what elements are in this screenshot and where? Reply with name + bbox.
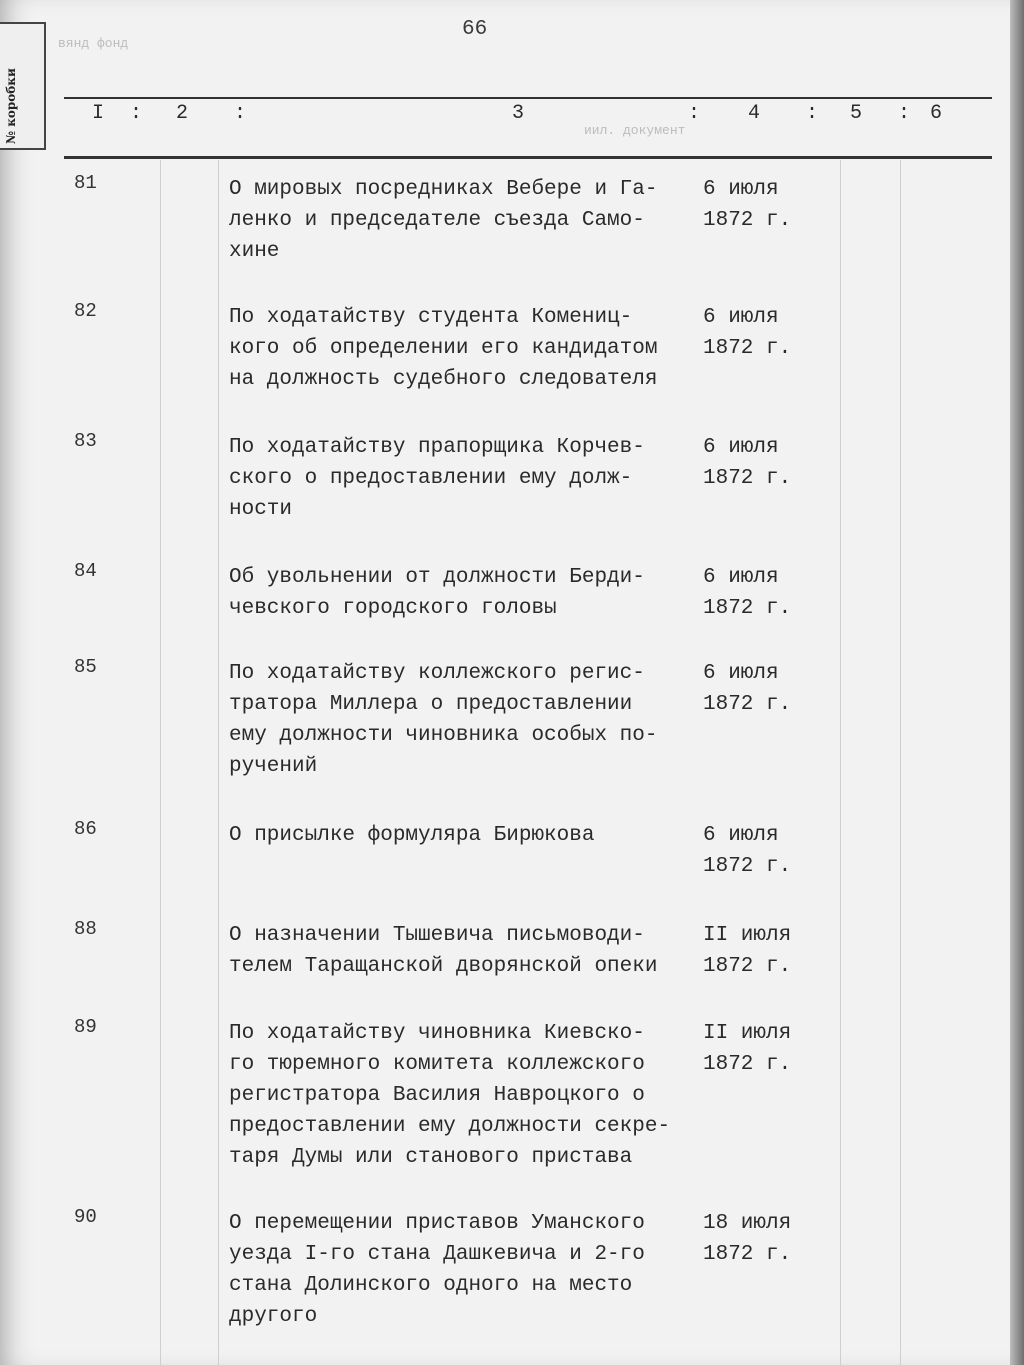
entry-date-line: 1872 г.: [703, 209, 792, 232]
column-separator: :: [234, 102, 247, 125]
entry-title-line: регистратора Василия Навроцкого о: [229, 1084, 645, 1107]
column-number-row: [0, 102, 1010, 146]
entry-date-line: 1872 г.: [703, 855, 792, 878]
entry-title-line: таря Думы или станового пристава: [229, 1146, 633, 1169]
entry-title-line: чевского городского головы: [229, 597, 557, 620]
header-top-rule: [64, 97, 992, 99]
entry-date: [703, 658, 813, 720]
header-bottom-rule: [64, 156, 992, 159]
entry-date-line: 1872 г.: [703, 1243, 792, 1266]
entry-title-line: О перемещении приставов Уманского: [229, 1212, 645, 1235]
column-separator: :: [688, 102, 701, 125]
entry-title-line: другого: [229, 1305, 318, 1328]
column-divider: [218, 160, 219, 1365]
entry-date-line: II июля: [703, 924, 792, 947]
entry-title-line: О мировых посредниках Вебере и Га-: [229, 178, 658, 201]
entry-date-line: 6 июля: [703, 436, 779, 459]
entry-date-line: 1872 г.: [703, 955, 792, 978]
entry-date-line: 6 июля: [703, 566, 779, 589]
entry-title-line: предоставлении ему должности секре-: [229, 1115, 671, 1138]
entry-number: 86: [74, 818, 97, 840]
entry-date-line: 1872 г.: [703, 337, 792, 360]
entry-title-line: на должность судебного следователя: [229, 368, 658, 391]
entry-title-line: По ходатайству прапорщика Корчев-: [229, 436, 645, 459]
entry-date: [703, 1018, 813, 1080]
entry-date-line: 6 июля: [703, 662, 779, 685]
column-divider: [840, 160, 841, 1365]
entry-title: [229, 920, 699, 982]
page-edge-shadow: [1010, 0, 1024, 1365]
entry-date-line: 6 июля: [703, 824, 779, 847]
entry-number: 84: [74, 560, 97, 582]
entry-number: 90: [74, 1206, 97, 1228]
entry-title-line: По ходатайству чиновника Киевско-: [229, 1022, 645, 1045]
entry-date: [703, 302, 813, 364]
entry-title: [229, 174, 699, 267]
entry-title: [229, 302, 699, 395]
entry-date-line: 6 июля: [703, 306, 779, 329]
column-separator: :: [898, 102, 911, 125]
column-separator: :: [130, 102, 143, 125]
entry-title-line: ленко и председателе съезда Само-: [229, 209, 645, 232]
entry-title: [229, 1208, 699, 1332]
entry-title: [229, 820, 699, 851]
entry-date-line: 1872 г.: [703, 1053, 792, 1076]
entry-date: [703, 562, 813, 624]
entry-title: [229, 562, 699, 624]
entry-number: 85: [74, 656, 97, 678]
entry-date: [703, 174, 813, 236]
entry-title: [229, 658, 699, 782]
column-number: 6: [930, 102, 943, 125]
entry-title-line: телем Таращанской дворянской опеки: [229, 955, 658, 978]
column-number: 5: [850, 102, 863, 125]
column-divider: [160, 160, 161, 1365]
entry-number: 82: [74, 300, 97, 322]
entry-date: [703, 1208, 813, 1270]
entry-date-line: 1872 г.: [703, 597, 792, 620]
entry-title-line: хине: [229, 240, 280, 263]
entry-title-line: стана Долинского одного на место: [229, 1274, 633, 1297]
column-number: 3: [512, 102, 525, 125]
entry-date: [703, 820, 813, 882]
entry-date-line: 18 июля: [703, 1212, 792, 1235]
entry-title: [229, 1018, 699, 1173]
entry-title-line: ручений: [229, 755, 318, 778]
column-number: 2: [176, 102, 189, 125]
entry-date: [703, 920, 813, 982]
entry-number: 88: [74, 918, 97, 940]
column-number: 4: [748, 102, 761, 125]
entry-title-line: ему должности чиновника особых по-: [229, 724, 658, 747]
entry-title-line: уезда I-го стана Дашкевича и 2-го: [229, 1243, 645, 1266]
column-number: I: [92, 102, 105, 125]
entry-title-line: ности: [229, 498, 293, 521]
entry-title-line: ского о предоставлении ему долж-: [229, 467, 633, 490]
entry-number: 89: [74, 1016, 97, 1038]
entry-number: 83: [74, 430, 97, 452]
entry-title-line: По ходатайству студента Комениц-: [229, 306, 633, 329]
entry-number: 81: [74, 172, 97, 194]
entry-title: [229, 432, 699, 525]
column-divider: [900, 160, 901, 1365]
entry-date-line: II июля: [703, 1022, 792, 1045]
entry-title-line: го тюремного комитета коллежского: [229, 1053, 645, 1076]
entry-title-line: тратора Миллера о предоставлении: [229, 693, 633, 716]
entry-date-line: 1872 г.: [703, 693, 792, 716]
faint-header-text: вянд фонд: [58, 36, 129, 51]
entry-title-line: кого об определении его кандидатом: [229, 337, 658, 360]
entry-title-line: О присылке формуляра Бирюкова: [229, 824, 595, 847]
entry-date-line: 6 июля: [703, 178, 779, 201]
entry-date-line: 1872 г.: [703, 467, 792, 490]
entry-title-line: Об увольнении от должности Берди-: [229, 566, 645, 589]
entry-title-line: По ходатайству коллежского регис-: [229, 662, 645, 685]
faint-column-header-text: иил. документ: [584, 123, 686, 138]
column-separator: :: [806, 102, 819, 125]
entry-title-line: О назначении Тышевича письмоводи-: [229, 924, 645, 947]
entry-date: [703, 432, 813, 494]
stub-label: № коробки: [4, 68, 18, 144]
page-number: 66: [462, 18, 488, 41]
